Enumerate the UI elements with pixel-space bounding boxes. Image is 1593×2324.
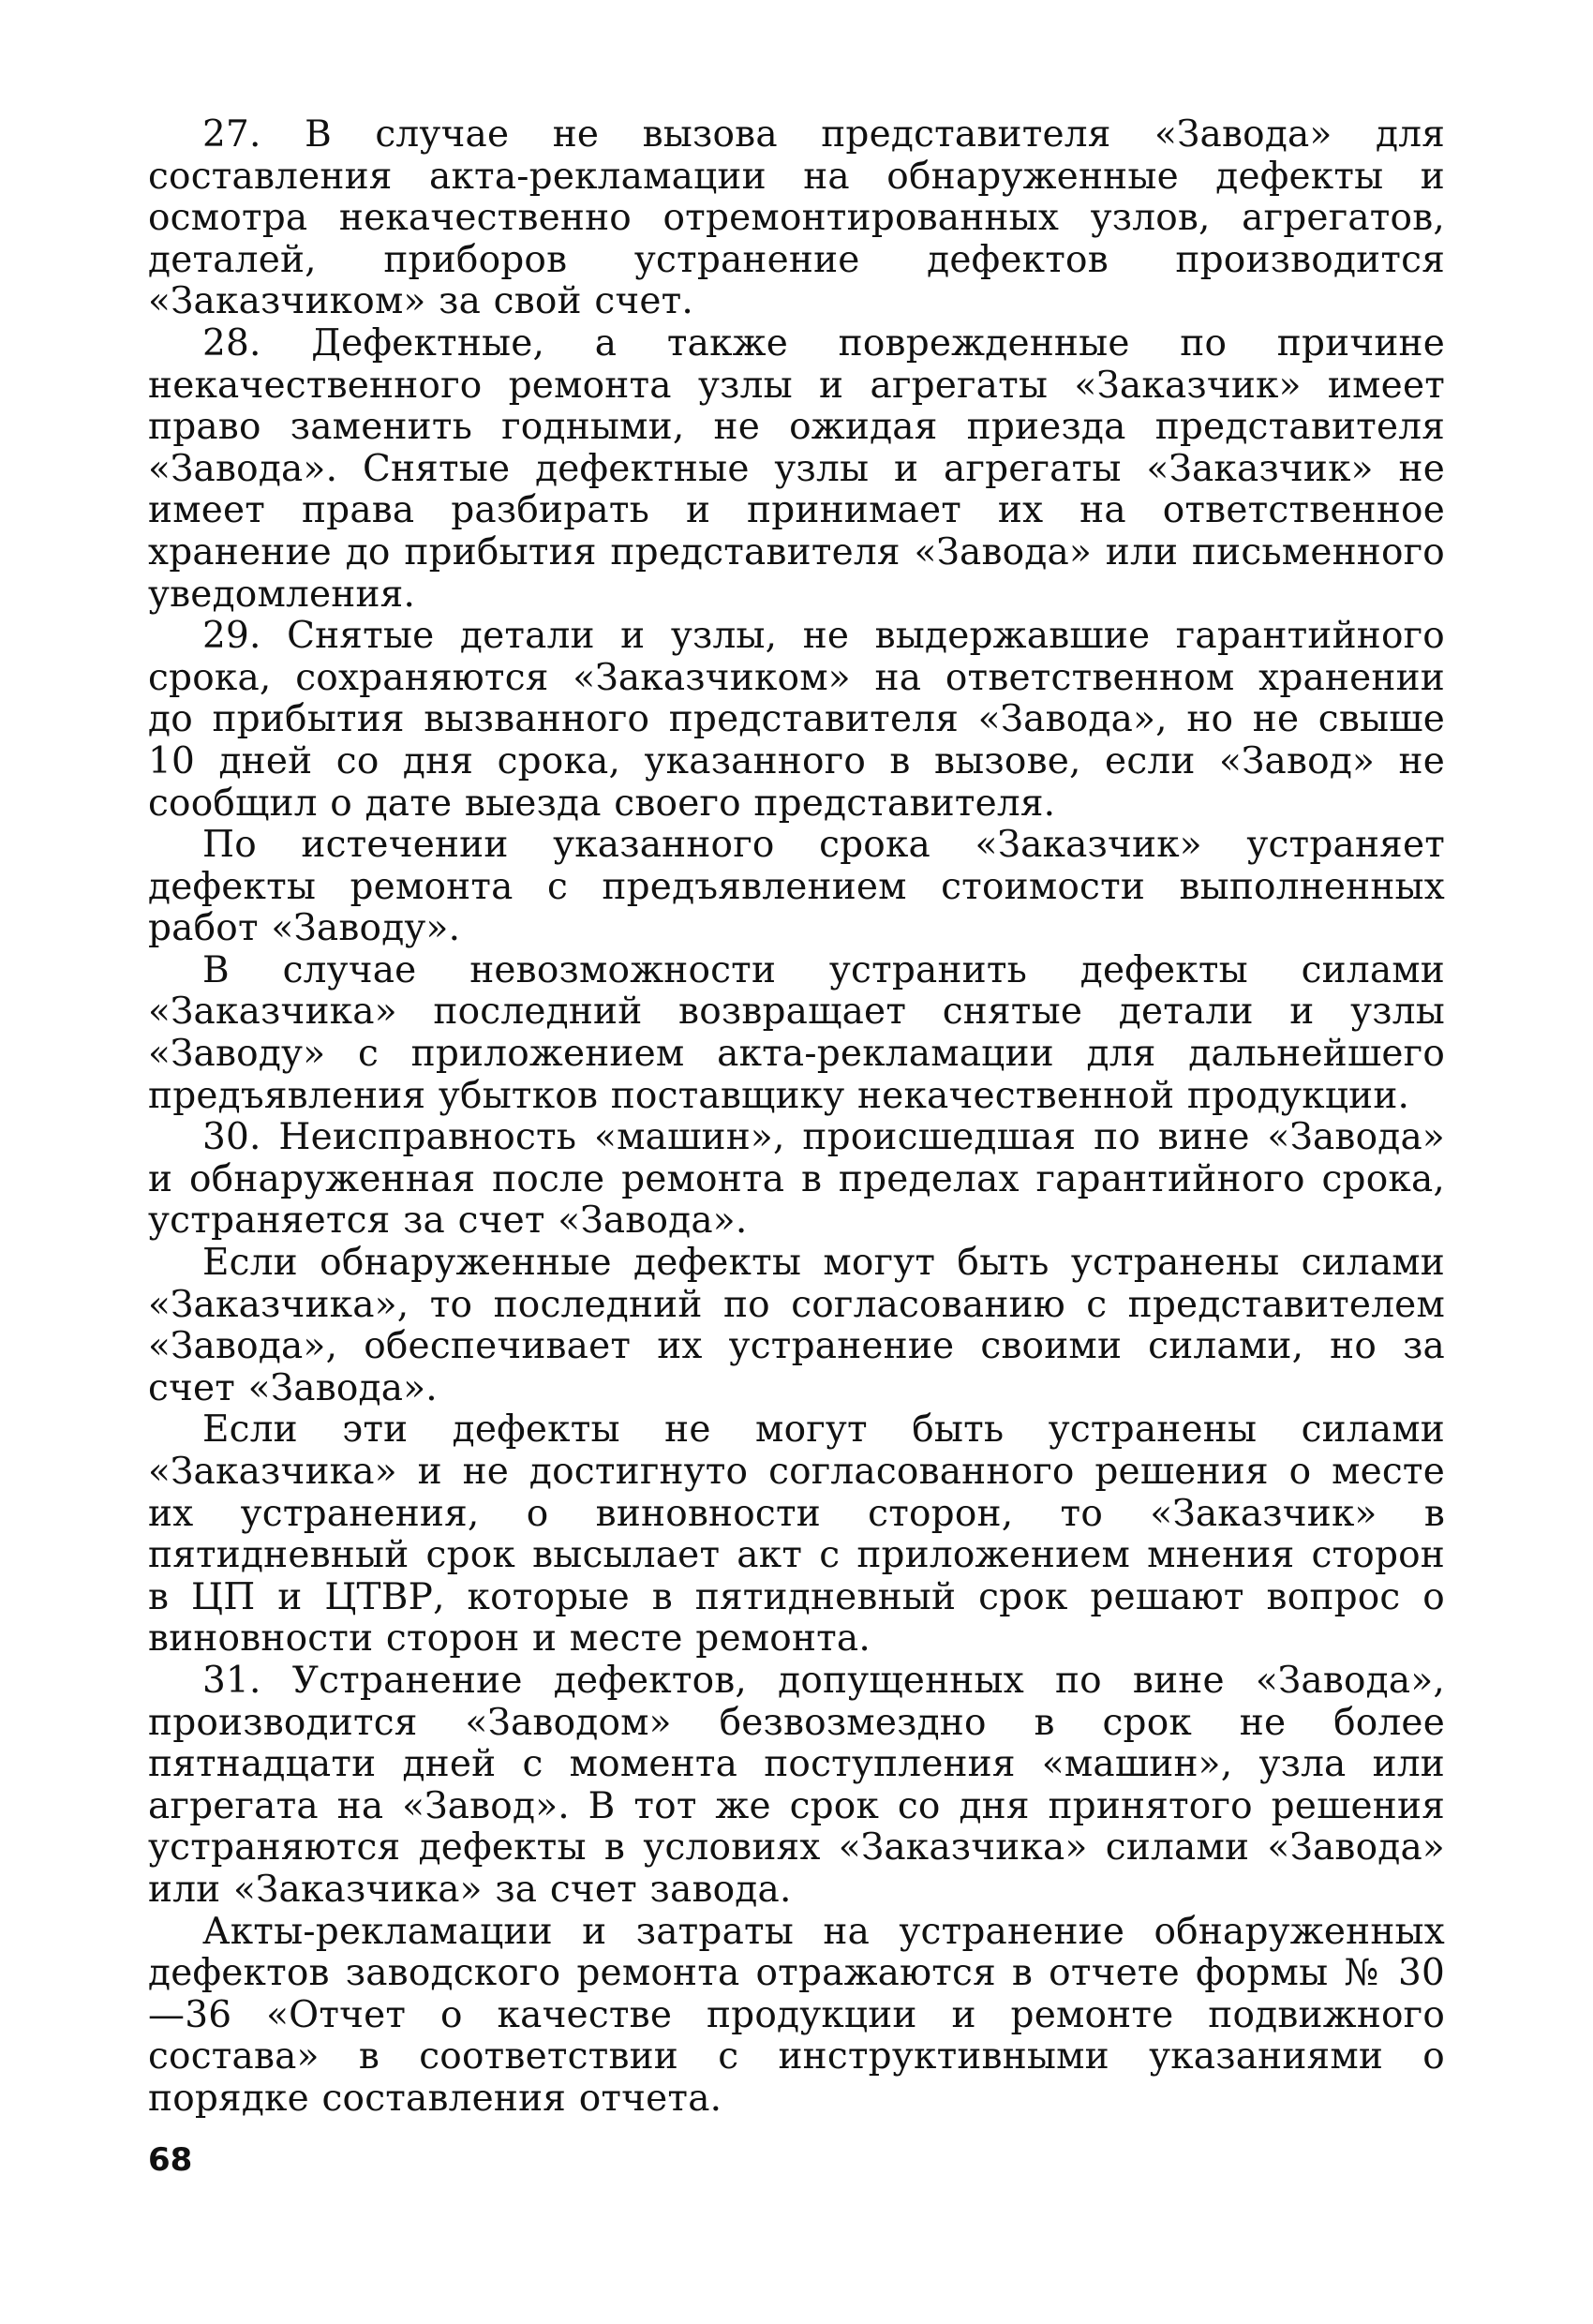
paragraph-29: 29. Снятые детали и узлы, не выдержавшие гарантийного срока, сохраняются «Заказчиком» на ответственном хранении до прибытия вызванного представителя «Завода», но не свыше 10 дней со дня срока, указанного в вызове, если «Завод» не сообщил о дате выезда своего представителя. <box>148 615 1445 825</box>
paragraph-29-impossibility: В случае невозможности устранить дефекты силами «Заказчика» последний возвращает снятые детали и узлы «Заводу» с приложением акта-рекламации для дальнейшего предъявления убытков поставщику некачественной продукции. <box>148 948 1445 1117</box>
paragraph-29-expiry: По истечении указанного срока «Заказчик» устраняет дефекты ремонта с предъявлением стоимости выполненных работ «Заводу». <box>148 824 1445 950</box>
body-text <box>148 114 1445 2121</box>
page-number: 68 <box>148 2141 193 2179</box>
paragraph-31: 31. Устранение дефектов, допущенных по вине «Завода», производится «Заводом» безвозмездно в срок не более пятнадцати дней с момента поступления «машин», узла или агрегата на «Завод». В тот же срок со дня принятого решения устраняются дефекты в условиях «Заказчика» силами «Завода» или «Заказчика» за счет завода. <box>148 1659 1445 1911</box>
paragraph-30-dispute: Если эти дефекты не могут быть устранены силами «Заказчика» и не достигнуто согласованного решения о месте их устранения, о виновности сторон, то «Заказчик» в пятидневный срок высылает акт с приложением мнения сторон в ЦП и ЦТВР, которые в пятидневный срок решают вопрос о виновности сторон и месте ремонта. <box>148 1408 1445 1661</box>
paragraph-30-customer-repair: Если обнаруженные дефекты могут быть устранены силами «Заказчика», то последний по согласованию с представителем «Завода», обеспечивает их устранение своими силами, но за счет «Завода». <box>148 1242 1445 1409</box>
paragraph-30: 30. Неисправность «машин», происшедшая по вине «Завода» и обнаруженная после ремонта в пределах гарантийного срока, устраняется за счет «Завода». <box>148 1116 1445 1243</box>
paragraph-27: 27. В случае не вызова представителя «Завода» для составления акта-рекламации на обнаруженные дефекты и осмотра некачественно отремонтированных узлов, агрегатов, деталей, приборов устранение дефектов производится «Заказчиком» за свой счет. <box>148 113 1445 323</box>
paragraph-31-reporting: Акты-рекламации и затраты на устранение обнаруженных дефектов заводского ремонта отражаются в отчете формы № 30—36 «Отчет о качестве продукции и ремонте подвижного состава» в соответствии с инструктивными указаниями о порядке составления отчета. <box>148 1910 1445 2120</box>
paragraph-28: 28. Дефектные, а также поврежденные по причине некачественного ремонта узлы и агрегаты «Заказчик» имеет право заменить годными, не ожидая приезда представителя «Завода». Снятые дефектные узлы и агрегаты «Заказчик» не имеет права разбирать и принимает их на ответственное хранение до прибытия представителя «Завода» или письменного уведомления. <box>148 321 1445 616</box>
